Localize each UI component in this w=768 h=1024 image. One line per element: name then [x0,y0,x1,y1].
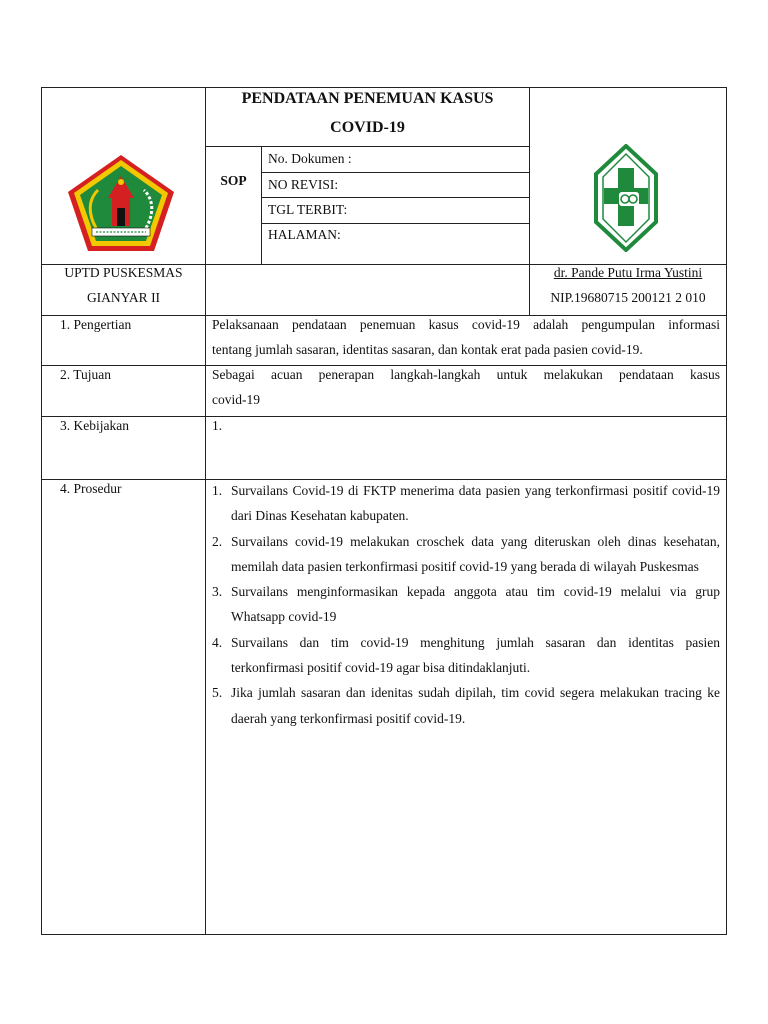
puskesmas-logo [594,144,658,252]
prosedur-step [212,630,720,681]
step-text: Survailans dan tim covid-19 menghitung jumlah sasaran dan identitas pasien terkonfirmasi positif covid-19 agar bisa ditindaklanjuti. [231,634,720,676]
table-border-left [41,87,42,935]
section-label-kebijakan: 3. Kebijakan [60,418,129,433]
divider-col-logo-left [205,87,206,935]
prosedur-step [212,680,720,731]
field-no-dokumen: No. Dokumen : [268,151,352,166]
section-label-tujuan: 2. Tujuan [60,367,112,382]
table-border-right [726,87,727,935]
step-text: Survailans covid-19 melakukan croschek data yang diteruskan oleh dinas kesehatan, memilah data pasien terkonfirmasi positif covid-19 yang berada di wilayah Puskesmas [231,533,720,574]
gianyar-emblem-logo [64,152,178,254]
step-number: 5. [212,685,223,701]
field-tgl-terbit: TGL TERBIT: [268,202,348,217]
prosedur-step [212,579,720,630]
step-number: 4. [212,634,223,650]
pengertian-text-line2: tentang jumlah sasaran, identitas sasaran, dan kontak erat pada pasien covid-19. [212,342,643,357]
sop-label: SOP [220,173,247,188]
section-label-pengertian: 1. Pengertian [60,317,132,332]
prosedur-step [212,478,720,529]
divider-row-kebijakan [41,416,727,417]
signer-name: dr. Pande Putu Irma Yustini [553,265,703,280]
field-no-revisi: NO REVISI: [268,177,339,192]
kebijakan-text: 1. [212,418,223,433]
step-text: Survailans Covid-19 di FKTP menerima data pasien yang terkonfirmasi positif covid-19 dari Dinas Kesehatan kabupaten. [231,483,720,524]
step-text: Jika jumlah sasaran dan idenitas sudah dipilah, tim covid segera melakukan tracing ke daerah yang terkonfirmasi positif covid-19. [231,685,720,726]
step-text: Survailans menginformasikan kepada anggota atau tim covid-19 melalui via grup Whatsapp covid-19 [231,584,720,625]
step-number: 2. [212,533,223,549]
section-label-prosedur: 4. Prosedur [60,481,122,496]
field-halaman: HALAMAN: [268,227,341,242]
pengertian-text-line1: Pelaksanaan pendataan penemuan kasus covid-19 adalah pengumpulan informasi [212,317,720,332]
prosedur-step [212,529,720,580]
org-name-line2: GIANYAR II [86,290,161,305]
table-border-bottom [41,934,727,935]
step-number: 3. [212,584,223,600]
document-title-line1: PENDATAAN PENEMUAN KASUS [241,90,494,107]
signer-nip: NIP.19680715 200121 2 010 [550,290,706,305]
document-title-line2: COVID-19 [330,119,405,136]
divider-title-bottom [205,146,530,147]
step-number: 1. [212,483,223,498]
divider-sop-fields [261,146,262,264]
prosedur-steps [212,478,720,731]
org-name-line1: UPTD PUSKESMAS [64,265,183,280]
tujuan-text-line1: Sebagai acuan penerapan langkah-langkah untuk melakukan pendataan kasus [212,367,720,382]
tujuan-text-line2: covid-19 [212,392,260,407]
